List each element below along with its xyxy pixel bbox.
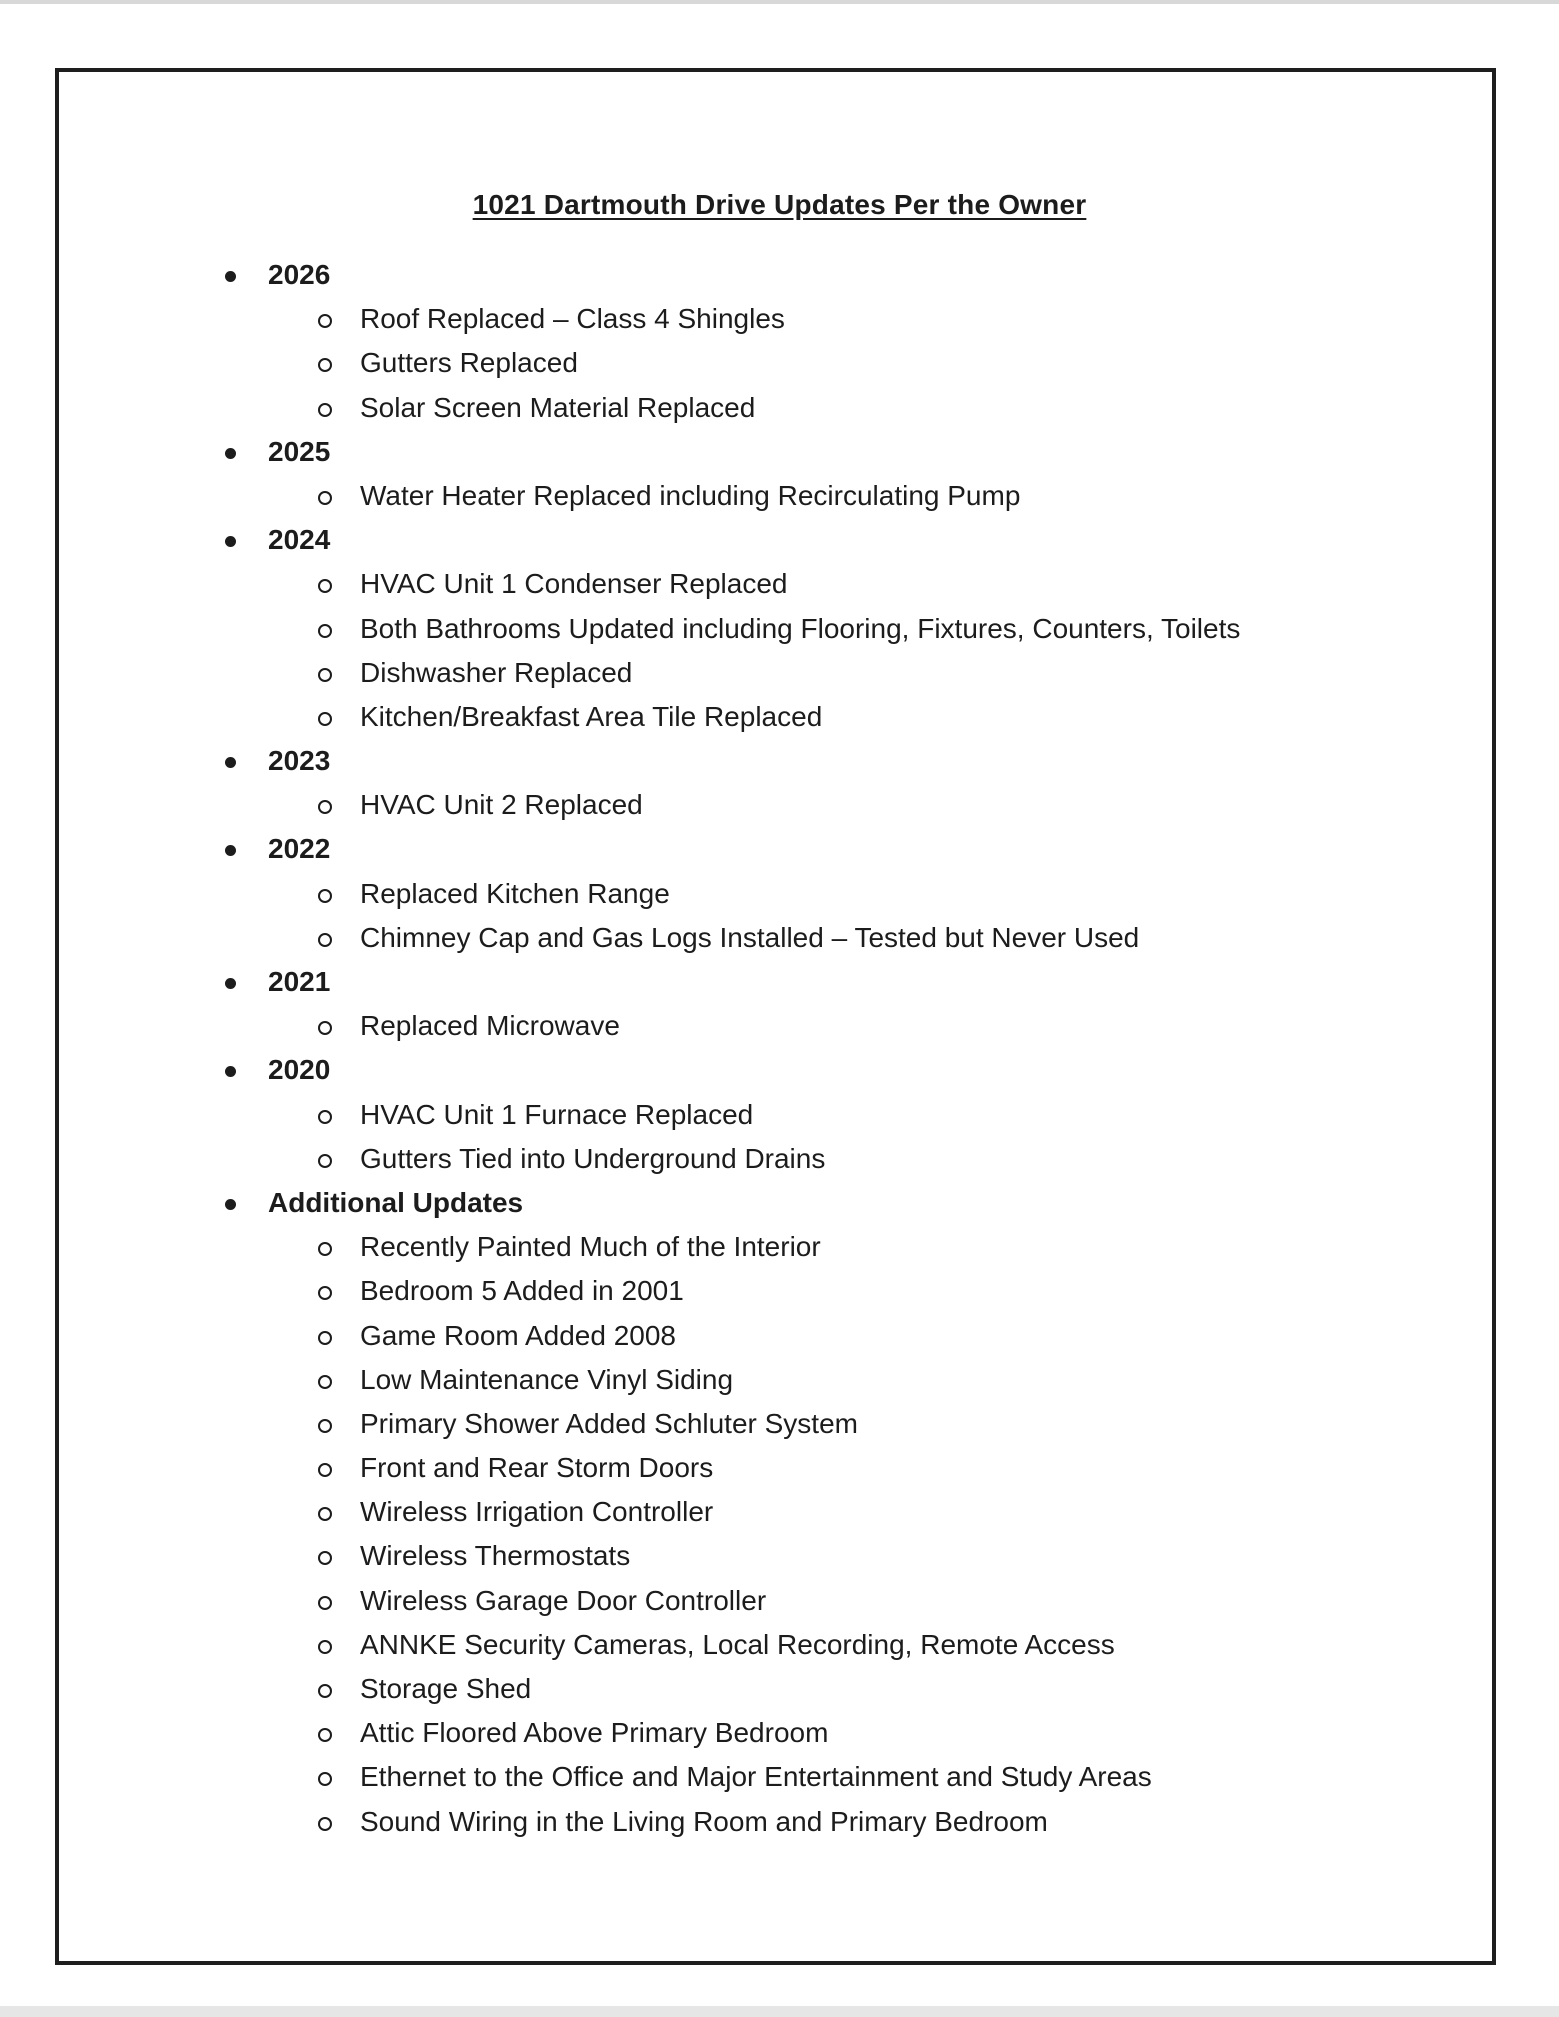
- list-item-text: Wireless Garage Door Controller: [360, 1584, 767, 1616]
- list-item: [0, 783, 1559, 827]
- section-heading: [0, 960, 1559, 1004]
- hollow-bullet-icon: [318, 1331, 332, 1345]
- list-item: [0, 1225, 1559, 1269]
- hollow-bullet-icon: [318, 624, 332, 638]
- hollow-bullet-icon: [318, 1419, 332, 1433]
- bullet-icon: [225, 448, 236, 459]
- list-item: [0, 695, 1559, 739]
- list-item-text: Recently Painted Much of the Interior: [360, 1231, 821, 1263]
- hollow-bullet-icon: [318, 933, 332, 947]
- section-heading: [0, 518, 1559, 562]
- hollow-bullet-icon: [318, 889, 332, 903]
- section-label: Additional Updates: [268, 1186, 524, 1218]
- list-item: [0, 341, 1559, 385]
- hollow-bullet-icon: [318, 1817, 332, 1831]
- list-item: [0, 386, 1559, 430]
- list-item-text: Gutters Tied into Underground Drains: [360, 1142, 826, 1174]
- list-item-text: HVAC Unit 1 Condenser Replaced: [360, 568, 788, 600]
- section-label: 2023: [268, 745, 331, 777]
- list-item-text: Replaced Microwave: [360, 1010, 620, 1042]
- list-item: [0, 1800, 1559, 1844]
- scan-edge-top: [0, 0, 1559, 4]
- list-item-text: Roof Replaced – Class 4 Shingles: [360, 303, 785, 335]
- hollow-bullet-icon: [318, 712, 332, 726]
- section-label: 2026: [268, 259, 331, 290]
- document-title: 1021 Dartmouth Drive Updates Per the Owner: [472, 189, 1087, 220]
- list-item: [0, 297, 1559, 341]
- updates-list: [0, 253, 1559, 1844]
- list-item: [0, 562, 1559, 606]
- hollow-bullet-icon: [318, 1286, 332, 1300]
- list-item-text: Storage Shed: [360, 1673, 532, 1704]
- hollow-bullet-icon: [318, 1021, 332, 1035]
- hollow-bullet-icon: [318, 1375, 332, 1389]
- list-item-text: Attic Floored Above Primary Bedroom: [360, 1717, 829, 1749]
- bullet-icon: [225, 1066, 236, 1077]
- list-item-text: Wireless Irrigation Controller: [360, 1496, 714, 1528]
- hollow-bullet-icon: [318, 1684, 332, 1698]
- hollow-bullet-icon: [318, 1154, 332, 1168]
- section-heading: [0, 739, 1559, 783]
- list-item-text: HVAC Unit 2 Replaced: [360, 789, 643, 821]
- list-item: [0, 1446, 1559, 1490]
- list-item-text: Low Maintenance Vinyl Siding: [360, 1363, 734, 1395]
- hollow-bullet-icon: [318, 668, 332, 682]
- list-item-text: ANNKE Security Cameras, Local Recording, Remote Access: [360, 1628, 1115, 1660]
- section-label: 2022: [268, 833, 331, 865]
- list-item: [0, 1755, 1559, 1799]
- list-item-text: Dishwasher Replaced: [360, 656, 633, 688]
- list-item-text: Both Bathrooms Updated including Flooring, Fixtures, Counters, Toilets: [360, 612, 1241, 644]
- bullet-icon: [225, 757, 236, 768]
- list-item: [0, 1490, 1559, 1534]
- list-item-text: Wireless Thermostats: [360, 1540, 631, 1572]
- list-item-text: HVAC Unit 1 Furnace Replaced: [360, 1098, 754, 1130]
- list-item: [0, 1667, 1559, 1711]
- list-item-text: Gutters Replaced: [360, 347, 578, 379]
- list-item-text: Replaced Kitchen Range: [360, 877, 670, 909]
- list-item-text: Water Heater Replaced including Recirculating Pump: [360, 479, 1021, 511]
- bullet-icon: [225, 978, 236, 989]
- list-item-text: Solar Screen Material Replaced: [360, 391, 756, 423]
- section-label: 2021: [268, 966, 331, 997]
- list-item: [0, 1358, 1559, 1402]
- bullet-icon: [225, 845, 236, 856]
- list-item: [0, 1269, 1559, 1313]
- hollow-bullet-icon: [318, 1640, 332, 1654]
- list-item: [0, 1579, 1559, 1623]
- hollow-bullet-icon: [318, 1507, 332, 1521]
- hollow-bullet-icon: [318, 579, 332, 593]
- list-item: [0, 1093, 1559, 1137]
- section-heading: [0, 253, 1559, 297]
- scan-edge-bottom: [0, 2006, 1559, 2017]
- list-item: [0, 607, 1559, 651]
- hollow-bullet-icon: [318, 1596, 332, 1610]
- list-item-text: Sound Wiring in the Living Room and Primary Bedroom: [360, 1805, 1048, 1837]
- list-item: [0, 1314, 1559, 1358]
- section-label: 2020: [268, 1054, 331, 1086]
- bullet-icon: [225, 536, 236, 547]
- hollow-bullet-icon: [318, 403, 332, 417]
- section-heading: [0, 827, 1559, 871]
- list-item: [0, 1711, 1559, 1755]
- hollow-bullet-icon: [318, 358, 332, 372]
- hollow-bullet-icon: [318, 1463, 332, 1477]
- section-heading: [0, 1181, 1559, 1225]
- hollow-bullet-icon: [318, 491, 332, 505]
- hollow-bullet-icon: [318, 1242, 332, 1256]
- list-item: [0, 651, 1559, 695]
- section-label: 2025: [268, 435, 331, 467]
- list-item: [0, 916, 1559, 960]
- bullet-icon: [225, 1199, 236, 1210]
- hollow-bullet-icon: [318, 1728, 332, 1742]
- list-item-text: Chimney Cap and Gas Logs Installed – Tested but Never Used: [360, 921, 1140, 953]
- bullet-icon: [225, 271, 236, 282]
- hollow-bullet-icon: [318, 1110, 332, 1124]
- hollow-bullet-icon: [318, 314, 332, 328]
- list-item-text: Game Room Added 2008: [360, 1319, 676, 1351]
- list-item: [0, 872, 1559, 916]
- list-item: [0, 1004, 1559, 1048]
- list-item: [0, 1534, 1559, 1578]
- list-item-text: Bedroom 5 Added in 2001: [360, 1275, 684, 1307]
- section-label: 2024: [268, 524, 331, 556]
- list-item: [0, 1402, 1559, 1446]
- list-item-text: Ethernet to the Office and Major Entertainment and Study Areas: [360, 1761, 1152, 1793]
- hollow-bullet-icon: [318, 1772, 332, 1786]
- list-item: [0, 1623, 1559, 1667]
- list-item: [0, 1137, 1559, 1181]
- hollow-bullet-icon: [318, 1551, 332, 1565]
- hollow-bullet-icon: [318, 800, 332, 814]
- list-item-text: Kitchen/Breakfast Area Tile Replaced: [360, 700, 823, 732]
- list-item: [0, 474, 1559, 518]
- list-item-text: Front and Rear Storm Doors: [360, 1452, 714, 1484]
- section-heading: [0, 1048, 1559, 1092]
- section-heading: [0, 430, 1559, 474]
- list-item-text: Primary Shower Added Schluter System: [360, 1407, 858, 1439]
